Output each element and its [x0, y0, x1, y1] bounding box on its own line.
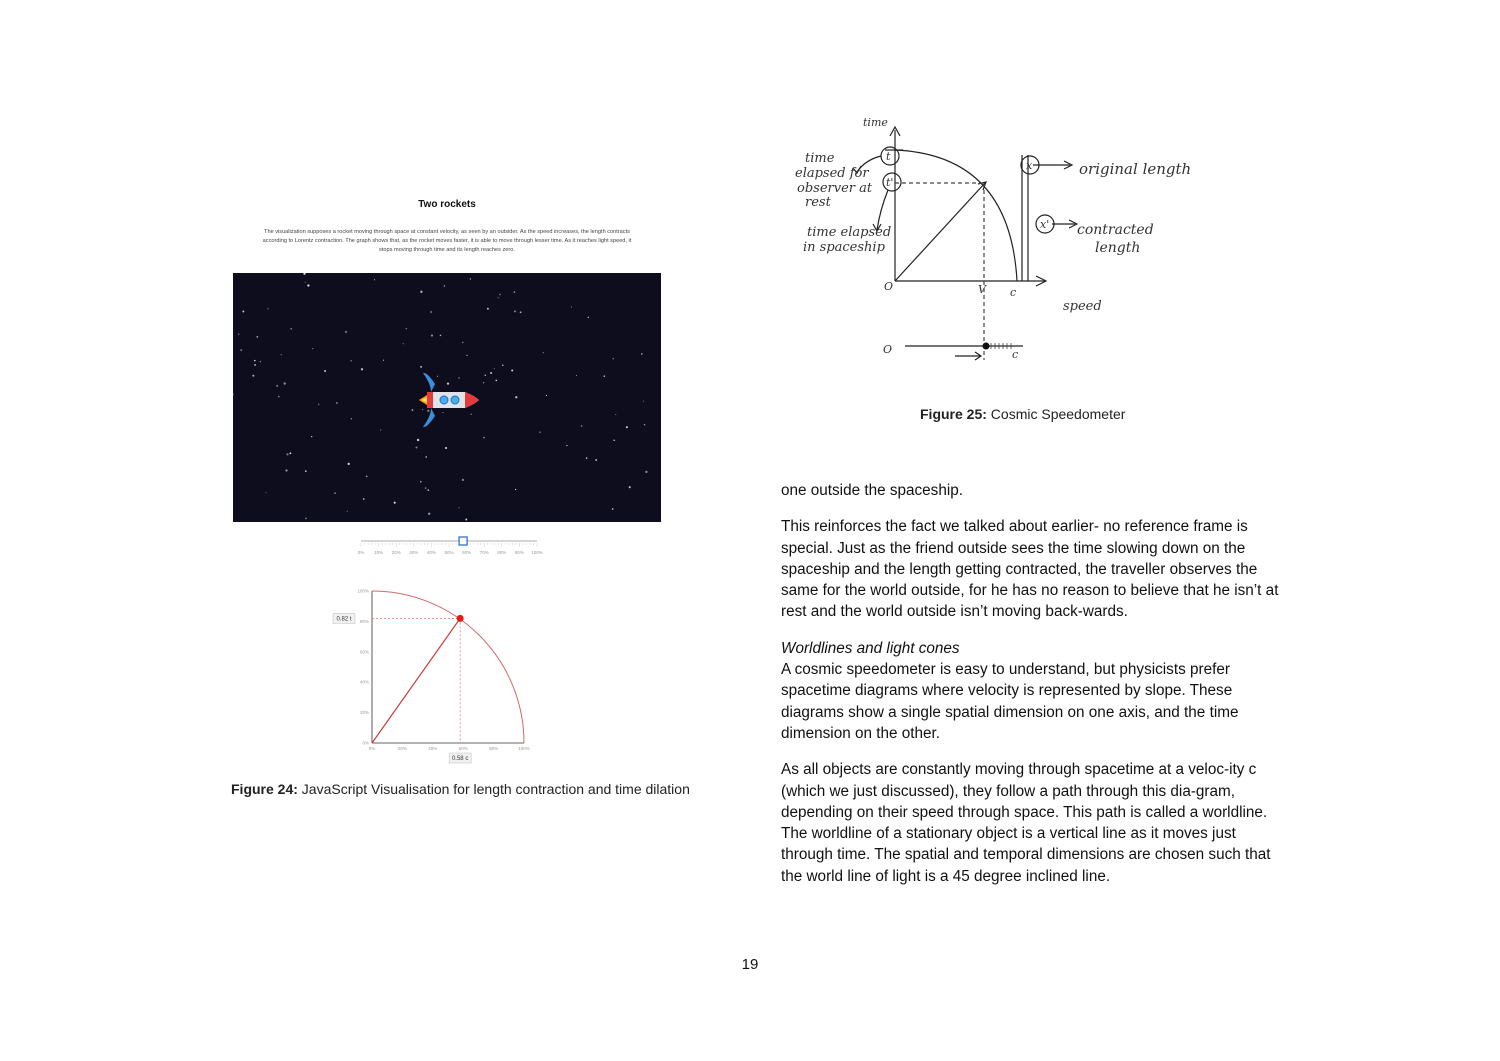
star: [252, 375, 254, 377]
star: [465, 519, 467, 521]
star: [588, 317, 589, 318]
star: [483, 382, 484, 383]
page-number: 19: [741, 956, 759, 973]
slider-tick-label: 0%: [357, 550, 365, 555]
figure-24-caption-text: JavaScript Visualisation for length contraction and time dilation: [297, 781, 690, 797]
star: [420, 481, 422, 483]
figure-25-label: Figure 25:: [920, 406, 987, 422]
star: [425, 456, 426, 457]
star: [615, 414, 616, 415]
star: [511, 369, 513, 371]
star: [466, 355, 467, 356]
star: [290, 328, 292, 330]
star: [644, 424, 645, 425]
star: [289, 452, 291, 454]
star: [336, 402, 338, 404]
star: [324, 370, 326, 372]
star: [494, 368, 495, 369]
rocket-icon: [413, 370, 483, 428]
star: [626, 426, 628, 428]
star: [431, 335, 433, 337]
paragraph: This reinforces the fact we talked about earlier- no reference frame is special. Just as the friend outside sees the time slowing down on the spaceship and the length getting contracted, the traveller observes the same for the world outside, for he has no reason to believe that he isn’t at rest and the world outside isn’t moving back-wards.: [781, 518, 1279, 621]
star: [515, 489, 516, 490]
star: [645, 471, 647, 473]
x-tick-label: 0%: [368, 746, 376, 751]
star: [374, 279, 375, 280]
star: [284, 382, 286, 384]
velocity-vector: [372, 618, 460, 743]
slider-tick-label: 40%: [426, 550, 436, 555]
star: [487, 308, 489, 310]
star: [285, 469, 287, 471]
sketch-c-label: c: [1010, 286, 1017, 299]
section-heading: Worldlines and light cones: [781, 639, 960, 657]
y-tick-label: 0%: [362, 740, 369, 746]
star: [406, 328, 408, 330]
slider-tick-label: 100%: [531, 550, 543, 555]
star: [307, 284, 309, 286]
sketch-elapsed-ship-line2: in spaceship: [803, 240, 885, 255]
sketch-t-prime-label: t': [886, 176, 894, 189]
speed-slider[interactable]: [357, 535, 543, 557]
speed-time-chart: [330, 580, 540, 770]
star: [265, 492, 266, 493]
star: [499, 294, 501, 296]
star: [347, 511, 348, 512]
star: [334, 492, 336, 494]
light-speed-arc: [372, 591, 524, 743]
current-point: [457, 615, 464, 622]
star: [641, 353, 643, 355]
y-tick-label: 60%: [359, 649, 369, 655]
paragraph: A cosmic speedometer is easy to understand, but physicists prefer spacetime diagrams where velocity is represented by slope. These diagrams show a single spatial dimension on one axis, and the time dimension on the other.: [781, 661, 1239, 742]
star: [571, 306, 572, 307]
body-text: [781, 480, 1281, 902]
y-tick-label: 40%: [359, 679, 369, 685]
sketch-origin-2-label: O: [883, 343, 893, 356]
sketch-elapsed-rest-line4: rest: [805, 195, 831, 210]
star: [539, 432, 540, 433]
star: [254, 360, 255, 361]
x-tick-label: 20%: [397, 746, 407, 751]
star: [566, 445, 567, 446]
x-tick-label: 60%: [458, 746, 468, 751]
star: [256, 336, 258, 338]
star: [276, 385, 278, 387]
sketch-t-label: t: [886, 150, 891, 163]
figure-24: [230, 195, 670, 775]
sketch-elapsed-ship-line1: time elapsed: [807, 225, 892, 240]
sketch-contracted-line1: contracted: [1077, 222, 1154, 238]
sketch-elapsed-rest-line3: observer at: [797, 181, 873, 196]
sketch-v-label: V: [978, 283, 986, 296]
star: [425, 487, 427, 489]
y-tick-label: 20%: [359, 710, 369, 716]
slider-tick-label: 50%: [444, 550, 454, 555]
star: [613, 358, 614, 359]
star: [576, 375, 577, 376]
sketch-elapsed-rest-line2: elapsed for: [795, 166, 869, 181]
star: [604, 375, 606, 377]
sketch-speed-label: speed: [1063, 299, 1102, 314]
star: [380, 429, 381, 430]
star: [311, 436, 312, 437]
star: [394, 502, 396, 504]
star: [267, 308, 268, 309]
star: [427, 489, 429, 491]
star: [543, 352, 544, 353]
star: [490, 372, 492, 374]
star: [351, 418, 352, 419]
star: [240, 349, 242, 351]
star: [470, 278, 471, 279]
speed-readout: 0.58 c: [451, 756, 469, 762]
star: [595, 459, 597, 461]
x-tick-label: 100%: [518, 746, 530, 751]
cosmic-speedometer-sketch: [795, 110, 1215, 370]
star: [514, 310, 516, 312]
x-tick-label: 80%: [489, 746, 499, 751]
figure-24-label: Figure 24:: [231, 781, 298, 797]
star: [445, 447, 447, 449]
star: [495, 380, 497, 382]
slider-tick-label: 80%: [497, 550, 507, 555]
figure-24-caption: [231, 781, 690, 797]
star: [546, 395, 547, 396]
paragraph: one outside the spaceship.: [781, 482, 963, 499]
star: [462, 479, 464, 481]
star: [345, 331, 347, 333]
star: [483, 437, 485, 439]
star: [260, 361, 261, 362]
star: [286, 453, 288, 455]
star: [502, 365, 503, 366]
star: [305, 470, 307, 472]
star: [629, 486, 631, 488]
sketch-contracted-line2: length: [1095, 240, 1141, 256]
star: [350, 360, 351, 361]
x-tick-label: 40%: [428, 746, 438, 751]
star: [318, 404, 319, 405]
slider-tick-label: 20%: [391, 550, 401, 555]
star: [612, 508, 614, 510]
star: [232, 393, 234, 395]
star: [312, 348, 313, 349]
slider-tick-label: 90%: [514, 550, 524, 555]
figure-25-caption: [920, 406, 1125, 422]
star: [303, 273, 305, 275]
star: [278, 396, 280, 398]
visualisation-title: Two rockets: [418, 199, 476, 210]
star: [254, 364, 256, 366]
slider-handle[interactable]: [459, 537, 467, 545]
star: [440, 335, 442, 337]
time-readout: 0.82 t: [336, 616, 352, 623]
sketch-time-axis-label: time: [863, 116, 888, 129]
star: [458, 507, 459, 508]
star: [363, 498, 365, 500]
sketch-c-2-label: c: [1012, 348, 1019, 361]
star: [520, 311, 522, 313]
space-scene: [233, 273, 661, 522]
star: [242, 311, 244, 313]
star: [428, 513, 430, 515]
star: [305, 282, 306, 283]
figure-25-caption-text: Cosmic Speedometer: [986, 406, 1126, 422]
star: [430, 311, 432, 313]
paragraph: As all objects are constantly moving through spacetime at a veloc-ity c (which we just discussed), they follow a path through this dia-gram, depending on their speed through space. This path is called a worldline. The worldline of a stationary object is a vertical line as it moves just through time. The spatial and temporal dimensions are chosen such that the world line of light is a 45 degree inclined line.: [781, 761, 1271, 885]
sketch-elapsed-rest-line1: time: [805, 151, 835, 166]
star: [281, 354, 282, 355]
star: [420, 366, 422, 368]
star: [613, 440, 615, 442]
star: [361, 368, 363, 370]
sketch-origin-label: O: [884, 280, 894, 293]
slider-tick-label: 70%: [479, 550, 489, 555]
star: [415, 446, 417, 448]
star: [514, 291, 516, 293]
star: [403, 343, 404, 344]
star: [238, 334, 239, 335]
slider-tick-label: 10%: [374, 550, 384, 555]
star: [383, 360, 384, 361]
sketch-original-length-label: original length: [1079, 160, 1192, 178]
sketch-x-prime-label: x': [1040, 218, 1050, 231]
star: [586, 457, 588, 459]
sketch-x-label: x: [1026, 159, 1033, 172]
slider-tick-label: 30%: [409, 550, 419, 555]
visualisation-description: The visualization supposes a rocket moving through space at constant velocity, as seen by an outsider. As the speed increases, the length contracts according to Lorentz contraction. The graph shows that, as the rocket moves faster, it is able to move through lesser time. As it reaches light speed, it stops moving through time and its length reaches zero.: [262, 229, 632, 253]
y-tick-label: 80%: [359, 618, 369, 624]
star: [444, 285, 445, 286]
star: [420, 291, 422, 293]
slider-tick-label: 60%: [462, 550, 472, 555]
star: [366, 476, 368, 478]
star: [417, 439, 419, 441]
star: [305, 518, 307, 520]
y-tick-label: 100%: [357, 588, 369, 594]
star: [515, 396, 517, 398]
star: [498, 297, 499, 298]
star: [643, 401, 644, 402]
star: [462, 342, 463, 343]
star: [581, 425, 583, 427]
star: [485, 375, 486, 376]
star: [348, 463, 350, 465]
